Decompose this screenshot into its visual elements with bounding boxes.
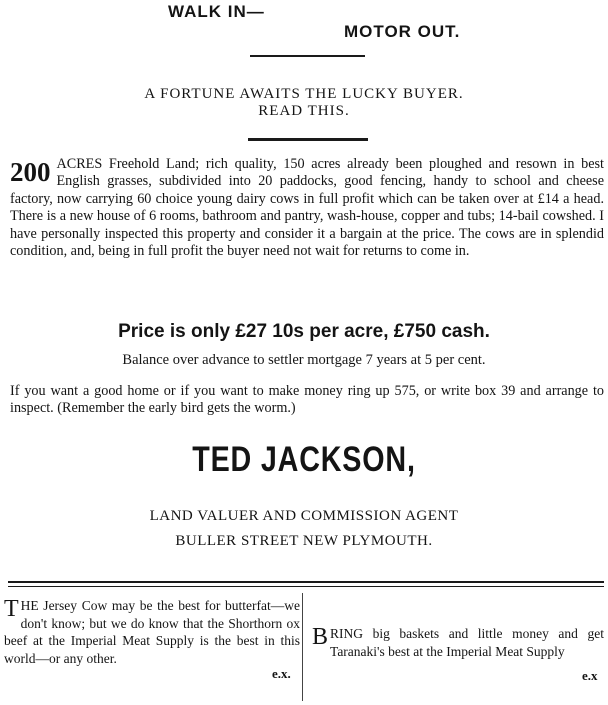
ad-left-sign: e.x.	[272, 666, 291, 681]
bottom-rule-upper	[8, 581, 604, 583]
ad-jersey-cow	[4, 597, 300, 667]
headline-line1: A FORTUNE AWAITS THE LUCKY BUYER.	[144, 86, 464, 102]
agent-address: BULLER STREET NEW PLYMOUTH.	[175, 533, 433, 549]
column-divider	[302, 593, 303, 701]
ad-meat-supply	[312, 625, 604, 660]
description-text: ACRES Freehold Land; rich quality, 150 acres already been ploughed and resown in best English grasses, subdivided into 20 paddocks, good fencing, handy to school and cheese factory, now carrying 60 choice young dairy cows in full profit which can be taken over at £14 a head. There is a new house of 6 rooms, bathroom and pantry, wash-house, copper and tubs; 14-bail cowshed. I have personally inspected this property and consider it a bargain at the price. The cows are in splendid condition, and, being in full profit the buyer need not wait for returns to come in.	[10, 156, 604, 260]
motor-out-heading: MOTOR OUT.	[344, 22, 461, 41]
ad-right-drop-cap: B	[312, 624, 329, 650]
price-terms: Balance over advance to settler mortgage 7 years at 5 per cent.	[122, 352, 486, 368]
header-rule	[250, 55, 365, 57]
contact-text: If you want a good home or if you want to make money ring up 575, or write box 39 and arrange to inspect. (Remember the early bird gets the worm.)	[10, 383, 604, 417]
agent-title: LAND VALUER AND COMMISSION AGENT	[149, 508, 459, 524]
property-description	[10, 156, 604, 260]
ad-right-text: RING big baskets and little money and get Taranaki's best at the Imperial Meat Supply	[330, 626, 604, 659]
headline-rule	[248, 138, 368, 141]
bottom-rule-lower	[8, 586, 604, 587]
ad-left-drop-cap: T	[4, 596, 19, 622]
price-headline: Price is only £27 10s per acre, £750 cash.	[118, 321, 490, 342]
ad-left-text: HE Jersey Cow may be the best for butterfat—we don't know; but we do know that the Shorthorn ox beef at the Imperial Meat Supply is the best in this world—or any other.	[4, 598, 300, 666]
headline-line2: READ THIS.	[258, 103, 350, 119]
agent-name: TED JACKSON,	[192, 440, 416, 479]
ad-right-sign: e.x	[582, 668, 598, 683]
walk-in-heading: WALK IN—	[168, 2, 265, 21]
lead-number: 200	[10, 157, 51, 187]
